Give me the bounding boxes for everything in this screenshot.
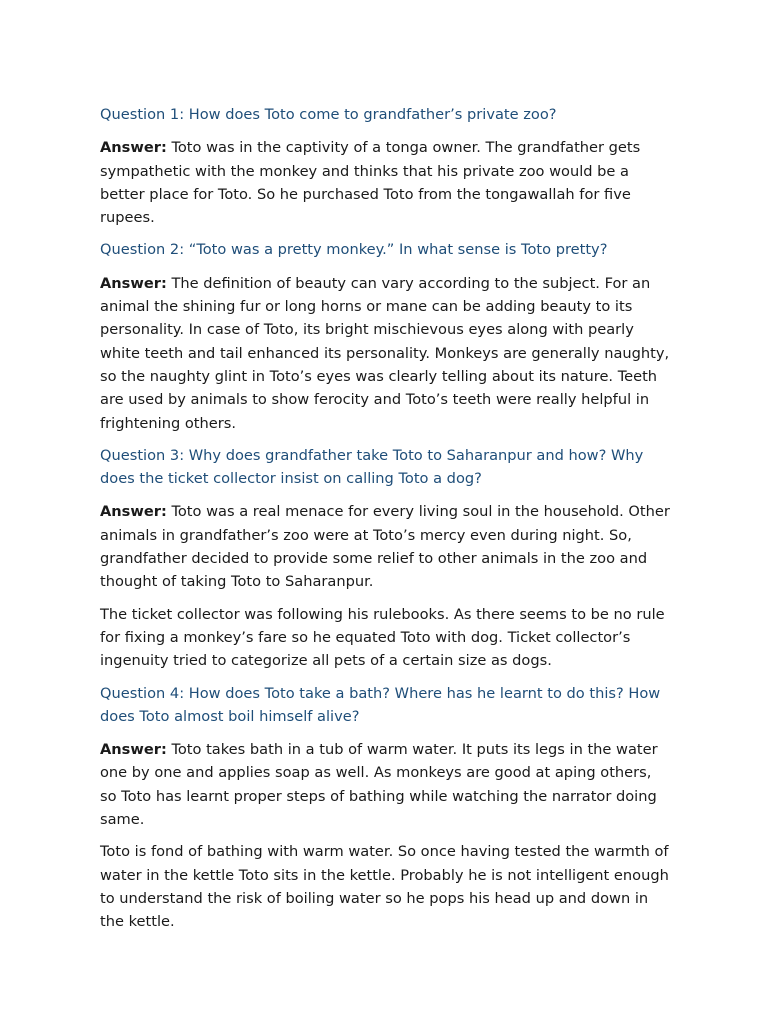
answer-2-text: The definition of beauty can vary according to the subject. For an animal the shining fur or long horns or mane can be adding beauty to its personality. In case of Toto, its bright mischievous eyes along with pearly white teeth and tail enhanced its personality. Monkeys are generally naughty, so the naughty glint in Toto’s eyes was clearly telling about its nature. Teeth are used by animals to show ferocity and Toto’s teeth were really helpful in frightening others. [100,274,670,432]
question-4: Question 4: How does Toto take a bath? Where has he learnt to do this? How does Toto almost boil himself alive? [100,684,661,725]
answer-4 [100,738,672,831]
answer-2 [100,272,672,435]
answer-3-text: Toto was a real menace for every living soul in the household. Other animals in grandfather’s zoo were at Toto’s mercy even during night. So, grandfather decided to provide some relief to other animals in the zoo and thought of taking Toto to Saharanpur. [100,503,670,591]
answer-1 [100,136,672,229]
answer-3 [100,500,672,593]
answer-1-text: Toto was in the captivity of a tonga owner. The grandfather gets sympathetic with the monkey and thinks that his private zoo would be a better place for Toto. So he purchased Toto from the tongawallah for five rupees. [100,139,641,227]
question-2: Question 2: “Toto was a pretty monkey.” In what sense is Toto pretty? [100,241,608,259]
document-page [100,103,672,943]
answer-label: Answer: [100,139,167,157]
question-3: Question 3: Why does grandfather take Toto to Saharanpur and how? Why does the ticket collector insist on calling Toto a dog? [100,446,644,488]
answer-4-text: Toto takes bath in a tub of warm water. It puts its legs in the water one by one and applies soap as well. As monkeys are good at aping others, so Toto has learnt proper steps of bathing while watching the narrator doing same. [100,741,658,829]
answer-label: Answer: [100,741,167,759]
answer-3-extra: The ticket collector was following his rulebooks. As there seems to be no rule for fixing a monkey’s fare so he equated Toto with dog. Ticket collector’s ingenuity tried to categorize all pets of a certain size as dogs. [100,605,665,670]
answer-label: Answer: [100,503,167,521]
answer-label: Answer: [100,274,167,292]
answer-4-extra: Toto is fond of bathing with warm water. So once having tested the warmth of water in the kettle Toto sits in the kettle. Probably he is not intelligent enough to understand the risk of boiling water so he pops his head up and down in the kettle. [100,843,669,931]
question-1: Question 1: How does Toto come to grandfather’s private zoo? [100,106,557,123]
